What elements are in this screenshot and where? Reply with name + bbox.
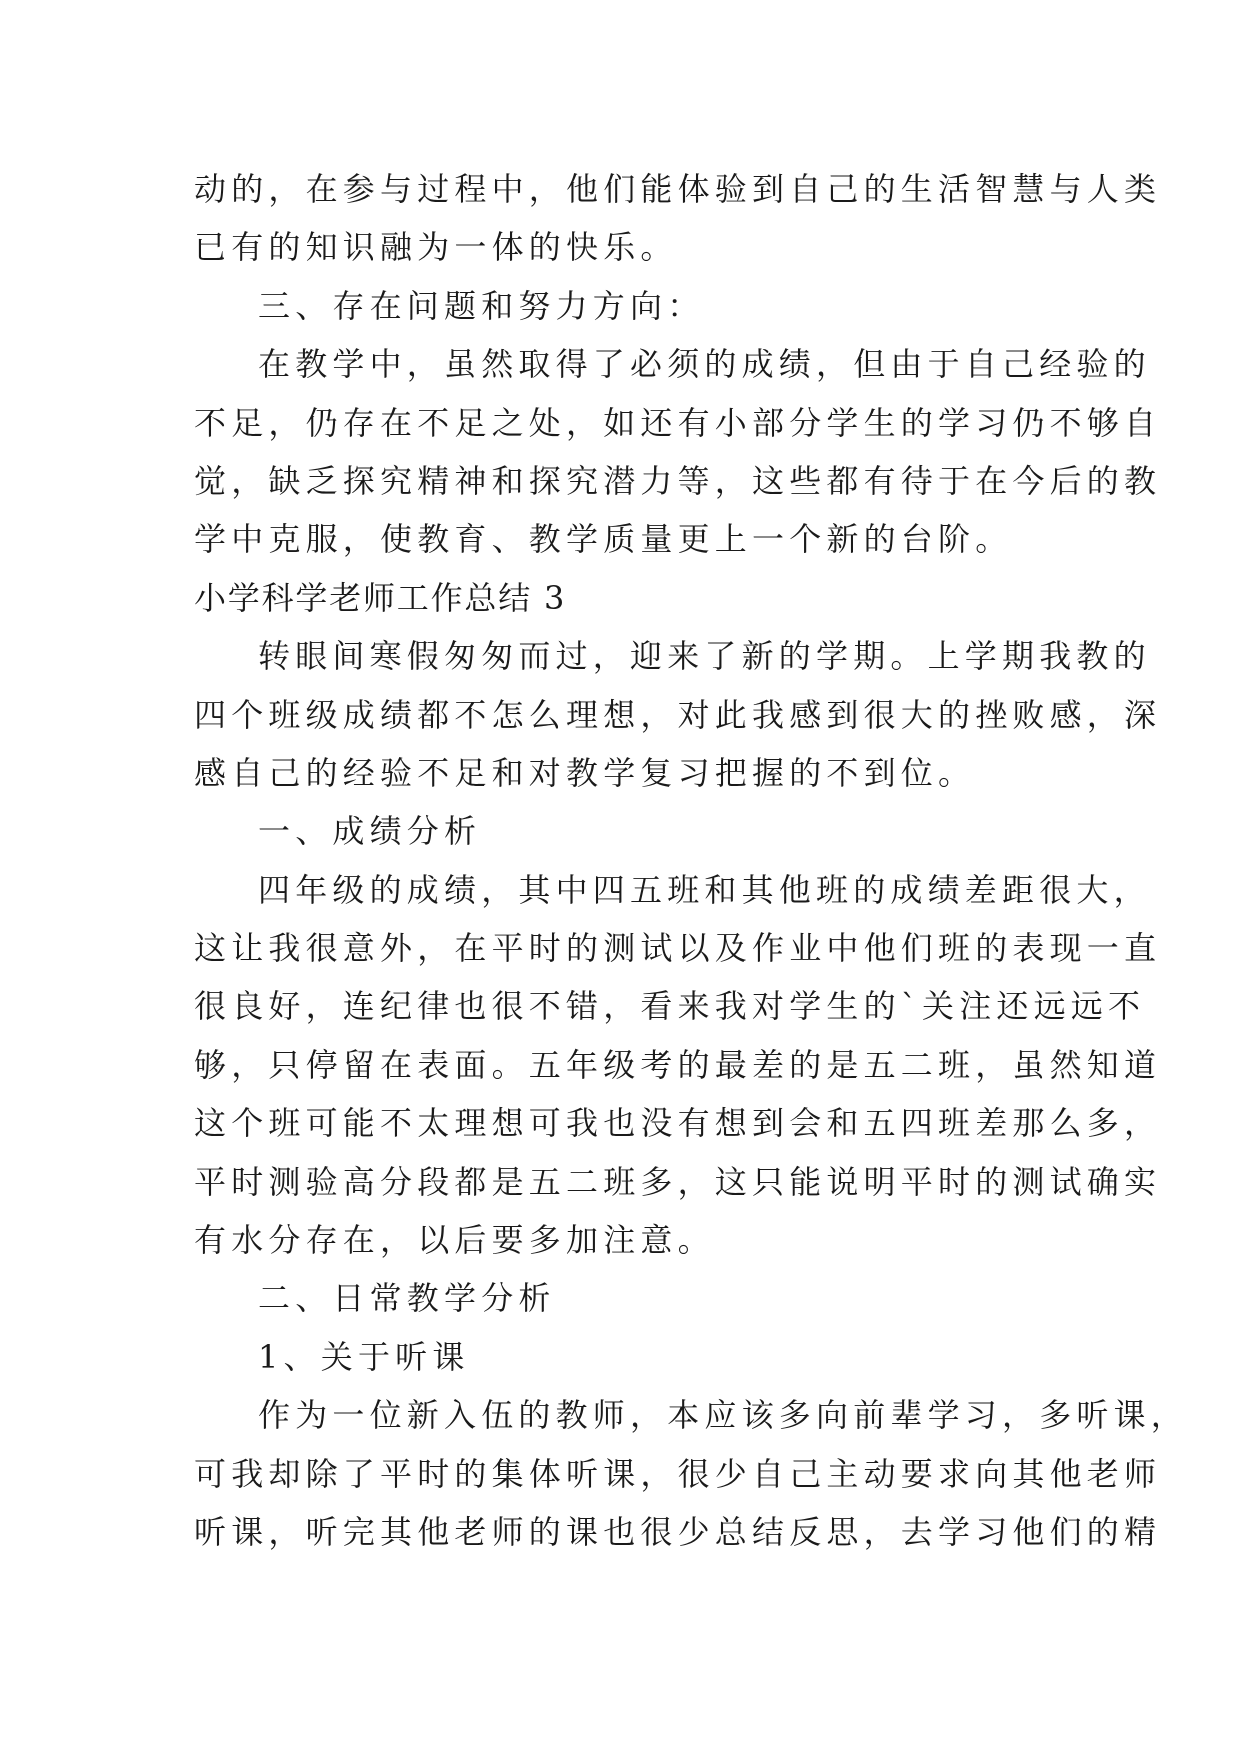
paragraph-line: 这让我很意外，在平时的测试以及作业中他们班的表现一直 (194, 929, 1162, 968)
paragraph-line: 很良好，连纪律也很不错，看来我对学生的`关注还远远不 (194, 987, 1146, 1026)
section-heading: 一、成绩分析 (258, 812, 482, 851)
paragraph-line: 在教学中，虽然取得了必须的成绩，但由于自己经验的 (258, 345, 1151, 384)
paragraph-line: 可我却除了平时的集体听课，很少自己主动要求向其他老师 (194, 1454, 1162, 1493)
paragraph-line: 觉，缺乏探究精神和探究潜力等，这些都有待于在今后的教 (194, 461, 1162, 500)
paragraph-line: 平时测验高分段都是五二班多，这只能说明平时的测试确实 (194, 1162, 1162, 1201)
paragraph-line: 动的，在参与过程中，他们能体验到自己的生活智慧与人类 (194, 170, 1162, 208)
paragraph-line: 这个班可能不太理想可我也没有想到会和五四班差那么多， (194, 1104, 1162, 1143)
section-heading: 二、日常教学分析 (258, 1279, 556, 1318)
paragraph-line: 不足，仍存在不足之处，如还有小部分学生的学习仍不够自 (194, 403, 1162, 442)
paragraph-line: 转眼间寒假匆匆而过，迎来了新的学期。上学期我教的 (258, 637, 1151, 676)
paragraph-line: 听课，听完其他老师的课也很少总结反思，去学习他们的精 (194, 1512, 1162, 1551)
paragraph-line: 有水分存在，以后要多加注意。 (194, 1221, 715, 1260)
paragraph-line: 作为一位新入伍的教师，本应该多向前辈学习，多听课， (258, 1396, 1189, 1435)
paragraph-line: 感自己的经验不足和对教学复习把握的不到位。 (194, 753, 976, 792)
document-title: 小学科学老师工作总结 3 (194, 578, 567, 617)
document-page (194, 160, 1189, 1561)
paragraph-line: 够，只停留在表面。五年级考的最差的是五二班，虽然知道 (194, 1045, 1162, 1084)
paragraph-line: 四个班级成绩都不怎么理想，对此我感到很大的挫败感，深 (194, 695, 1162, 734)
paragraph-line: 已有的知识融为一体的快乐。 (194, 228, 678, 267)
section-heading: 三、存在问题和努力方向： (258, 286, 705, 325)
paragraph-line: 学中克服，使教育、教学质量更上一个新的台阶。 (194, 520, 1013, 559)
paragraph-line: 四年级的成绩，其中四五班和其他班的成绩差距很大， (258, 870, 1151, 909)
subsection-heading: 1、关于听课 (258, 1337, 470, 1376)
